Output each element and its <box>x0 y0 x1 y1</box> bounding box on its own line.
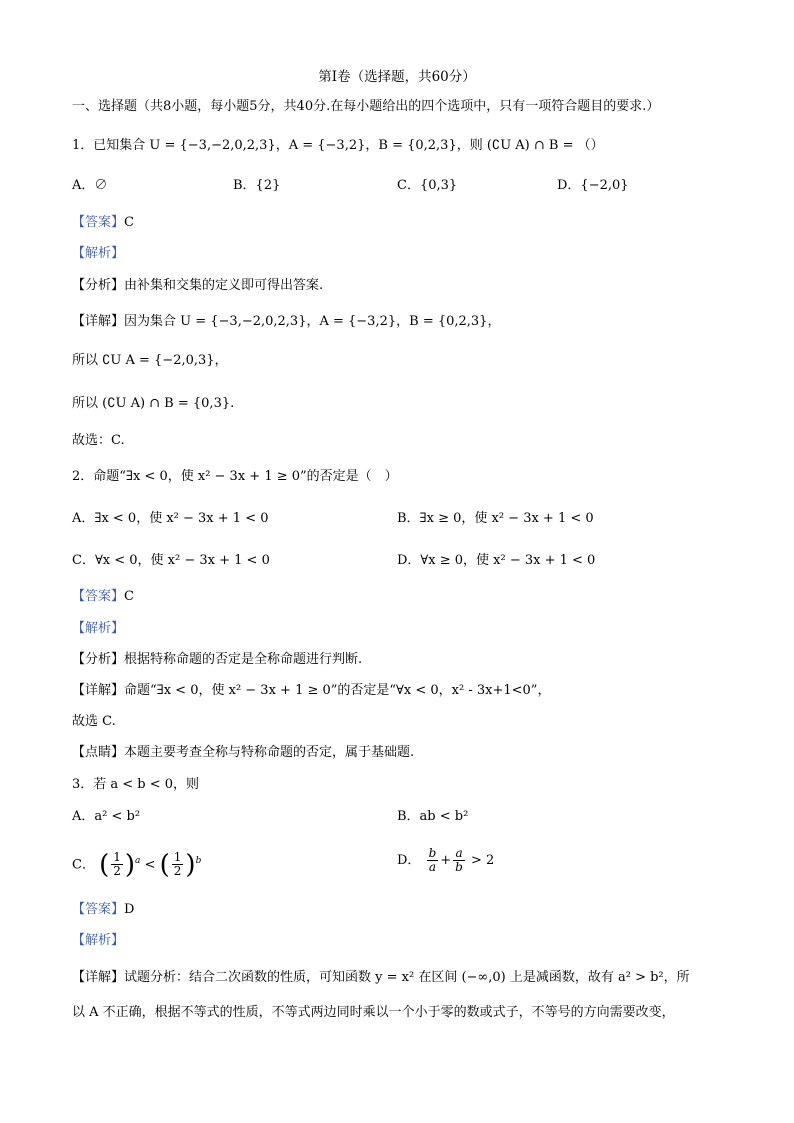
page-title: 第Ⅰ卷（选择题，共60分） <box>318 69 476 85</box>
answer-tag: 【答案】 <box>72 589 125 604</box>
fraction-a-over-b: $\frac{a}{b}$ <box>455 846 463 874</box>
q1-stem: 1．已知集合 U = {−3,−2,0,2,3}，A = {−3,2}，B = {0,2,3}，则 (∁U A) ∩ B = （） <box>72 138 604 153</box>
detail-tag: 【详解】 <box>72 683 125 698</box>
q2-option-c: C．∀x < 0，使 x² − 3x + 1 < 0 <box>72 553 270 568</box>
q3-answer <box>72 901 134 919</box>
q1-option-c: C．{0,3} <box>397 178 458 193</box>
analysis-tag: 【解析】 <box>72 933 125 948</box>
q2-option-d: D．∀x ≥ 0，使 x² − 3x + 1 < 0 <box>397 553 596 568</box>
q2-stem: 2．命题“∃x < 0，使 x² − 3x + 1 ≥ 0”的否定是（ ） <box>72 469 398 484</box>
fenxi-text: 由补集和交集的定义即可得出答案. <box>124 278 324 293</box>
q3-detail-line1 <box>72 969 690 987</box>
q1-option-a: A．∅ <box>72 178 108 193</box>
detail-text: 命题“∃x < 0，使 x² − 3x + 1 ≥ 0”的否定是“∀x < 0，x² - 3x+1<0”， <box>124 683 551 698</box>
detail-text: 因为集合 U = {−3,−2,0,2,3}，A = {−3,2}，B = {0,2,3}， <box>124 314 501 329</box>
analysis-tag: 【解析】 <box>72 246 125 261</box>
q2-conclusion: 故选 C. <box>72 714 116 729</box>
q3-detail-line2: 以 A 不正确，根据不等式的性质，不等式两边同时乘以一个小于零的数或式子，不等号的方向需要改变， <box>72 1005 675 1020</box>
q1-conclusion: 故选：C. <box>72 433 125 448</box>
q2-answer <box>72 588 134 606</box>
q3-analysis-tag <box>72 932 124 950</box>
q1-detail <box>72 313 500 331</box>
q2-option-b: B．∃x ≥ 0，使 x² − 3x + 1 < 0 <box>397 511 594 526</box>
q2-fenxi <box>72 651 362 669</box>
q3-option-d: D． $\frac{b}{a}$ + $\frac{a}{b}$ > 2 <box>397 846 495 874</box>
q2-option-a: A．∃x < 0，使 x² − 3x + 1 < 0 <box>72 511 269 526</box>
detail-tag: 【详解】 <box>72 970 125 985</box>
analysis-tag: 【解析】 <box>72 621 125 636</box>
q2-dianjing <box>72 744 414 762</box>
q1-step1: 所以 ∁U A = {−2,0,3}， <box>72 353 228 368</box>
q3-option-b: B．ab < b² <box>397 809 469 824</box>
q3-option-c: C． ( $\frac{1}{2}$ )$^a$ < ( $\frac{1}{2}$ )$^b$ <box>72 849 202 880</box>
q1-option-b: B．{2} <box>233 178 281 193</box>
option-label: C． <box>72 857 95 873</box>
answer-value: D <box>124 902 135 917</box>
detail-tag: 【详解】 <box>72 314 125 329</box>
fraction-half: $\frac{1}{2}$ <box>113 850 121 879</box>
q2-analysis-tag <box>72 620 124 638</box>
answer-tag: 【答案】 <box>72 215 125 230</box>
dianjing-tag: 【点睛】 <box>72 745 125 760</box>
fenxi-text: 根据特称命题的否定是全称命题进行判断. <box>124 652 363 667</box>
q1-fenxi <box>72 277 323 295</box>
option-label: D． <box>397 853 421 868</box>
section-heading: 一、选择题（共8小题，每小题5分，共40分.在每小题给出的四个选项中，只有一项符合题目的要求.） <box>72 99 660 114</box>
fraction-half: $\frac{1}{2}$ <box>173 850 182 879</box>
q3-stem: 3．若 a < b < 0，则 <box>72 777 200 792</box>
detail-text: 试题分析：结合二次函数的性质，可知函数 y = x² 在区间 (−∞,0) 上是减函数，故有 a² > b²，所 <box>124 970 690 985</box>
q2-detail <box>72 682 550 700</box>
fraction-b-over-a: $\frac{b}{a}$ <box>428 846 437 874</box>
q1-answer <box>72 214 134 232</box>
answer-tag: 【答案】 <box>72 902 125 917</box>
fenxi-tag: 【分析】 <box>72 278 125 293</box>
answer-value: C <box>124 215 134 230</box>
q1-step2: 所以 (∁U A) ∩ B = {0,3}. <box>72 396 235 411</box>
paren-close: ) <box>124 849 136 880</box>
q3-option-a: A．a² < b² <box>72 809 141 824</box>
fenxi-tag: 【分析】 <box>72 652 125 667</box>
paren-open: ( <box>99 849 110 880</box>
q1-option-d: D．{−2,0} <box>557 178 629 193</box>
answer-value: C <box>124 589 134 604</box>
q1-analysis-tag <box>72 245 124 263</box>
dianjing-text: 本题主要考查全称与特称命题的否定，属于基础题. <box>124 745 415 760</box>
